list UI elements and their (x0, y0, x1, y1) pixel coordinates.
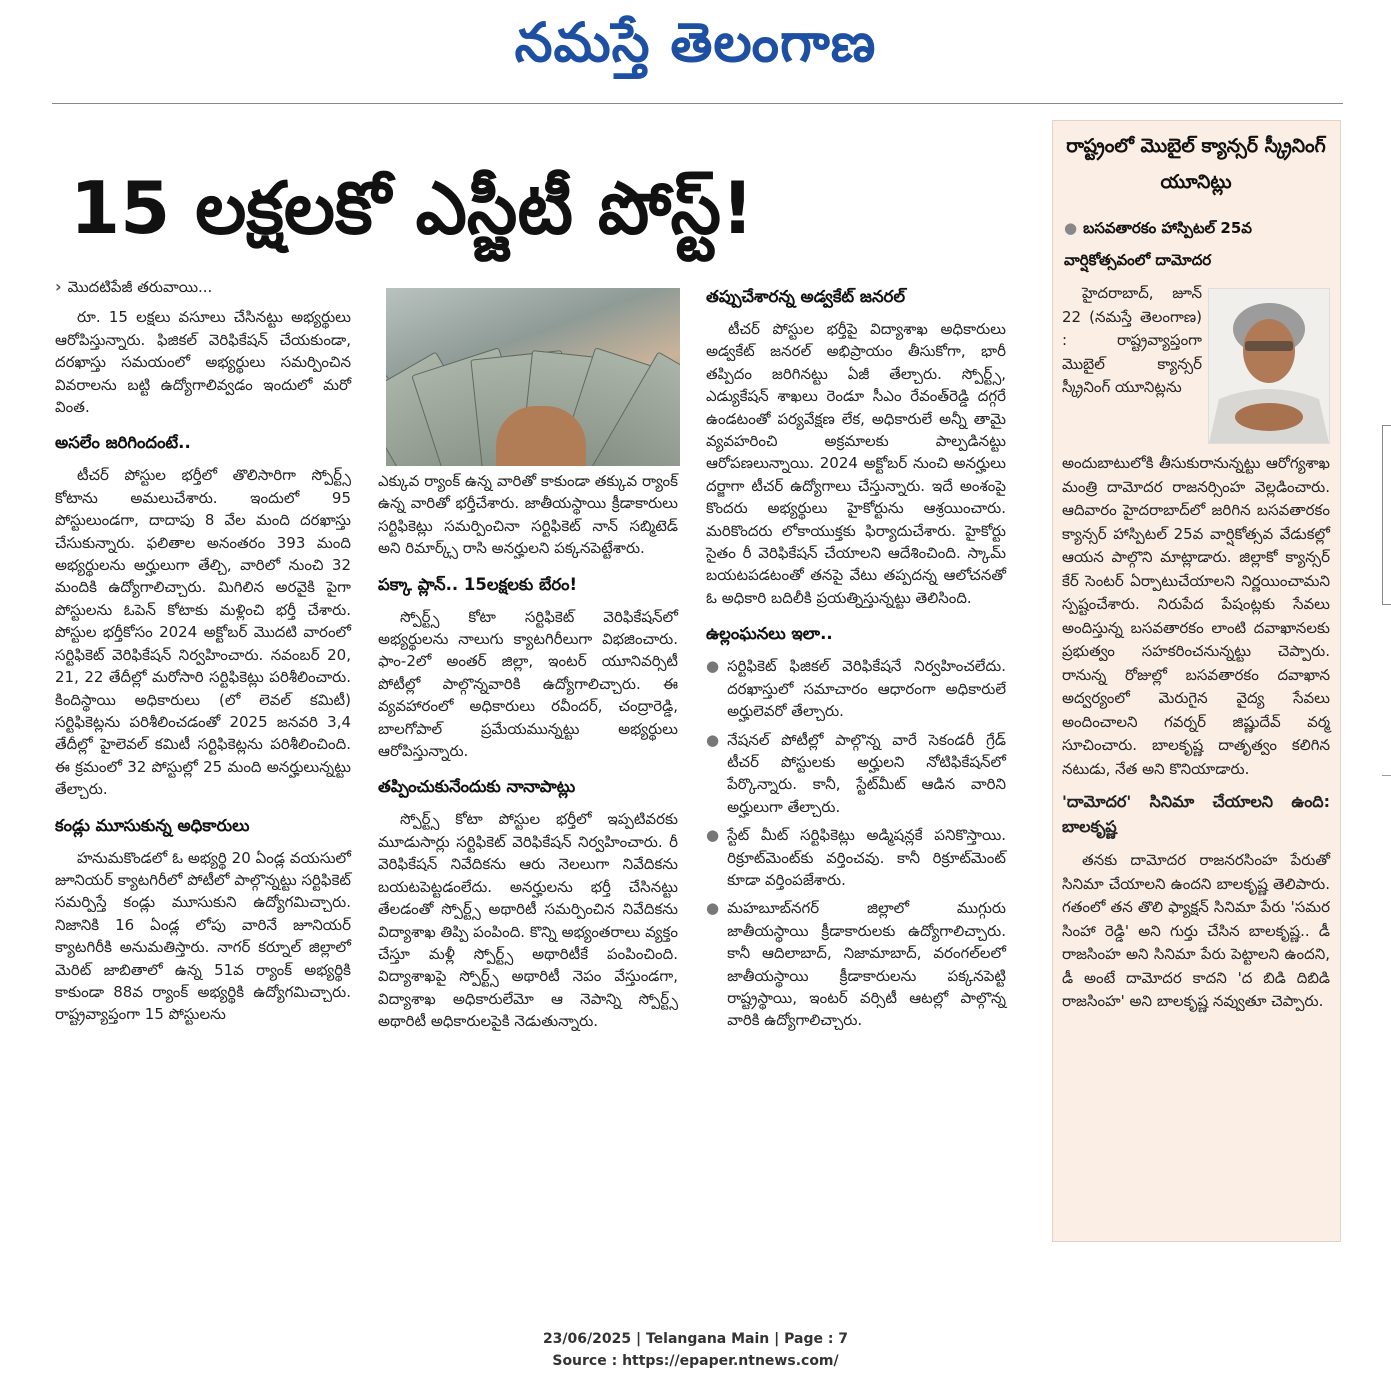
article-column-2 (378, 470, 678, 1041)
sidebar-subtitle: ● బసవతారకం హాస్పిటల్ 25వ వార్షికోత్సవంలో దామోదర (1064, 219, 1252, 269)
paragraph: అందుబాటులోకి తీసుకురానున్నట్టు ఆరోగ్యశాఖ మంత్రి దామోదర రాజనర్సింహ వెల్లడించారు. ఆదివారం హైదరాబాద్‌లో జరిగిన బసవతారకం క్యాన్సర్ హాస్పిటల్ 25వ వార్షికోత్సవ వేడుకల్లో ఆయన పాల్గొని మాట్లాడారు. జిల్లాకో క్యాన్సర్ కేర్ సెంటర్ ఏర్పాటుచేయాలని నిర్ణయించామని స్పష్టంచేశారు. నిరుపేద పేషంట్లకు సేవలు అందిస్తున్న బసవతారకం లాంటి దవాఖానలకు ప్రభుత్వం సహకరించనున్నట్టు చెప్పారు. రానున్న రోజుల్లో బసవతారకం దవాఖాన అద్వర్యంలో మెరుగైన వైద్య సేవలు అందించాలని గవర్నర్ జిష్ణుదేవ్ వర్మ సూచించారు. బాలకృష్ణ దాతృత్వం కలిగిన నటుడు, నేత అని కొనియాడారు. (1062, 454, 1330, 778)
paragraph: స్పోర్ట్స్ కోటా సర్టిఫికెట్ వెరిఫికేషన్‌లో అభ్యర్థులను నాలుగు క్యాటగిరీలుగా విభజించారు. ఫాం-2లో అంతర్ జిల్లా, ఇంటర్ యూనివర్సిటీ పోటీల్లో పాల్గొన్నవారికి ఉద్యోగాలిచ్చారు. ఈ వ్యవహారంలో అధికారులు రవీందర్, చంద్రారెడ్డి, బాలగోపాల్ ప్రమేయమున్నట్టు అభ్యర్థులు ఆరోపిస్తున్నారు. (378, 607, 678, 761)
subheading: అసలేం జరిగిందంటే.. (55, 433, 191, 453)
list-item: ● సర్టిఫికెట్ ఫిజికల్ వెరిఫికేషనే నిర్వహించలేదు. దరఖాస్తులో సమాచారం ఆధారంగా అధికారులే అర్హులెవరో తేల్చారు. (706, 655, 1006, 722)
paragraph: టీచర్ పోస్టుల భర్తీపై విద్యాశాఖ అధికారులు అడ్వకేట్ జనరల్ అభిప్రాయం తీసుకోగా, భారీ తప్పిదం జరిగినట్టు ఏజీ తేల్చారు. స్పోర్ట్స్, ఎడ్యుకేషన్ శాఖలు రెండూ సీఎం రేవంత్‌రెడ్డి దగ్గరే ఉండటంతో పర్యవేక్షణ లేక, అధికారులే అన్నీ తామై వ్యవహరించి అక్రమాలకు పాల్పడినట్టు ఆరోపణలున్నాయి. 2024 అక్టోబర్ నుంచి అనర్హులు దర్జాగా టీచర్ ఉద్యోగాలు చేస్తున్నారు. ఇదే అంశంపై కొందరు అభ్యర్థులు హైకోర్టును ఆశ్రయించారు. మరికొందరు లోకాయుక్తకు ఫిర్యాదుచేశారు. హైకోర్టు సైతం రీ వెరిఫికేషన్ చేయాలని ఆదేశించింది. స్కామ్ బయటపడటంతో తనపై వేటు తప్పదన్న ఆలోచనతో ఓ అధికారి బదిలీకి ప్రయత్నిస్తున్నట్టు తెలిసింది. (706, 320, 1006, 607)
adjacent-page-box (1382, 425, 1391, 605)
violations-list (706, 655, 1006, 1032)
list-item: ● నేషనల్ పోటీల్లో పాల్గొన్న వారే సెకండరీ గ్రేడ్ టీచర్ పోస్టులకు అర్హులని నోటిఫికేషన్‌లో పేర్కొన్నారు. కానీ, స్టేట్‌మీట్ ఆడిన వారిని అర్హులుగా తేల్చారు. (706, 729, 1006, 819)
article-column-3 (706, 286, 1006, 1038)
bullet-icon: ● (706, 899, 720, 918)
bullet-icon: ● (706, 730, 720, 749)
footer-source: Source : https://epaper.ntnews.com/ (552, 1353, 839, 1369)
adjacent-page-fragment (1378, 100, 1391, 400)
list-item: ● స్టేట్ మీట్ సర్టిఫికెట్లు అడ్మిషన్లకే పనికొస్తాయి. రిక్రూట్‌మెంట్‌కు వర్తించవు. కానీ రిక్రూట్‌మెంట్ కూడా వర్తింపజేశారు. (706, 824, 1006, 891)
paragraph: స్పోర్ట్స్ కోటా పోస్టుల భర్తీలో ఇప్పటివరకు మూడుసార్లు సర్టిఫికెట్ వెరిఫికేషన్ నిర్వహించారు. రీ వెరిఫికేషన్ నివేదికను ఆరు నెలలుగా నివేదికను బయటపెట్టడంలేదు. అనర్హులను భర్తీ చేసినట్టు తేలడంతో స్పోర్ట్స్ అథారిటీ సమర్పించిన నివేదికను విద్యాశాఖ తిప్పి పంపింది. కొన్ని అభ్యంతరాలు వ్యక్తం చేస్తూ మళ్లీ స్పోర్ట్స్ అథారిటీకే పంపించింది. విద్యాశాఖపై స్పోర్ట్స్ అథారిటీ నెపం వేస్తుండగా, విద్యాశాఖ అధికారులేమో ఆ నెపాన్ని స్పోర్ట్స్ అథారిటీ అధికారులపైకి నెడుతున్నారు. (378, 810, 678, 1031)
subheading: కండ్లు మూసుకున్న అధికారులు (55, 815, 250, 835)
continued-from-front (55, 276, 351, 298)
paragraph: టీచర్ పోస్టుల భర్తీలో తొలిసారిగా స్పోర్ట్స్ కోటాను అమలుచేశారు. ఇందులో 95 పోస్టులుండగా, దాదాపు 8 వేల మంది దరఖాస్తు చేసుకున్నారు. ఫలితాల అనంతరం 393 మంది అభ్యర్థులను అర్హులుగా తేల్చి, వారిలో నుంచి 32 మందికి ఉద్యోగాలిచ్చారు. మిగిలిన అరవైకి పైగా పోస్టులను ఓపెన్ కోటాకు మళ్లించి భర్తీ చేశారు. పోస్టుల భర్తీకోసం 2024 అక్టోబర్ మొదటి వారంలో సర్టిఫికెట్ వెరిఫికేషన్ నిర్వహించారు. నవంబర్ 20, 21, 22 తేదీల్లో మరోసారి సర్టిఫికెట్లు పరిశీలించారు. కిందిస్థాయి అధికారులు (లో లెవల్ కమిటీ) సర్టిఫికెట్లను పరిశీలించడంతో 2025 జనవరి 3,4 తేదీల్లో హైలెవల్ కమిటీ సర్టిఫికెట్లను పరిశీలించింది. ఈ క్రమంలో 32 పోస్టుల్లో 25 మంది అనర్హులున్నట్టు తేల్చారు. (55, 466, 351, 799)
list-item: ● మహబూబ్‌నగర్ జిల్లాలో ముగ్గురు జాతీయస్థాయి క్రీడాకారులకు ఉద్యోగాలిచ్చారు. కానీ ఆదిలాబాద్, నిజామాబాద్, వరంగల్‌లలో జాతీయస్థాయి క్రీడాకారులను పక్కనపెట్టి రాష్ట్రస్థాయి, ఇంటర్ వర్సిటీ ఆటల్లో పాల్గొన్న వారికి ఉద్యోగాలిచ్చారు. (706, 897, 1006, 1031)
currency-photo (386, 288, 680, 466)
footer-date-page: 23/06/2025 | Telangana Main | Page : 7 (542, 1331, 849, 1347)
subheading: తప్పించుకునేందుకు నానాపాట్లు (378, 777, 576, 797)
paragraph: తనకు దామోదర రాజనరసింహ పేరుతో సినిమా చేయాలని ఉందని బాలకృష్ణ తెలిపారు. గతంలో తన తొలి ఫ్యాక్షన్ సినిమా పేరు 'సమర సింహా రెడ్డి' అని గుర్తు చేసిన బాలకృష్ణ.. డీ రాజసింహ అని సినిమా పేరు పెట్టాలని ఉందని, డీ అంటే దామోదర కాదని 'ద బిడి దిబిడి రాజసింహ' అని బాలకృష్ణ నవ్వుతూ చెప్పారు. (1062, 851, 1330, 1010)
subheading: 'దామోదర' సినిమా చేయాలని ఉంది: బాలకృష్ణ (1062, 792, 1330, 836)
bullet-icon: ● (706, 657, 720, 676)
sidebar-title: రాష్ట్రంలో మొబైల్ క్యాన్సర్ స్క్రీనింగ్ యూనిట్లు (1066, 135, 1326, 193)
continued-label: మొదటిపేజీ తరువాయి... (67, 278, 213, 296)
bullet-icon: ● (706, 826, 720, 845)
paragraph: హనుమకొండలో ఓ అభ్యర్థి 20 ఏండ్ల వయసులో జూనియర్ క్యాటగిరీలో పోటీలో పాల్గొన్నట్టు సర్టిఫికెట్ సమర్పిస్తే కండ్లు మూసుకుని ఉద్యోగమిచ్చారు. నిజానికి 16 ఏండ్ల లోపు వారినే జూనియర్ క్యాటగిరీకి అనుమతిస్తారు. నాగర్ కర్నూల్ జిల్లాలో మెరిట్ జాబితాలో ఉన్న 51వ ర్యాంక్ అభ్యర్థికి కాకుండా 88వ ర్యాంక్ అభ్యర్థికి ఉద్యోగమిచ్చారు. రాష్ట్రవ్యాప్తంగా 15 పోస్టులను (55, 848, 351, 1024)
paragraph: రూ. 15 లక్షలు వసూలు చేసినట్టు అభ్యర్థులు ఆరోపిస్తున్నారు. ఫిజికల్ వెరిఫికేషన్ చేయకుండా, దరఖాస్తు సమయంలో అభ్యర్థులు సమర్పించిన వివరాలను బట్టి ఉద్యోగాలివ్వడం ఇందులో మరో వింత. (55, 308, 351, 417)
sidebar-article (1062, 282, 1330, 1020)
page-footer (0, 1328, 1391, 1372)
bullet-icon: ● (1064, 219, 1078, 237)
chevron-right-icon: › (55, 277, 62, 296)
masthead-logo: నమస్తే తెలంగాణ (514, 11, 877, 74)
main-headline: 15 లక్షలకో ఎస్జీటీ పోస్ట్! (70, 166, 754, 250)
dateline: హైదరాబాద్, జూన్ 22 (నమస్తే తెలంగాణ) : రాష్ట్రవ్యాప్తంగా మొబైల్ క్యాన్సర్ స్క్రీనింగ్ యూనిట్లను (1062, 284, 1202, 396)
paragraph: ఎక్కువ ర్యాంక్ ఉన్న వారితో కాకుండా తక్కువ ర్యాంక్ ఉన్న వారితో భర్తీచేశారు. జాతీయస్థాయి క్రీడాకారులు సర్టిఫికెట్లు సమర్పించినా సర్టిఫికెట్ నాన్ సబ్మిటెడ్ అని రిమార్క్స్ రాసి అనర్హులని పక్కనపెట్టేశారు. (378, 472, 678, 558)
subheading: పక్కా ప్లాన్.. 15లక్షలకు బేరం! (378, 574, 578, 594)
subheading: తప్పుచేశారన్న అడ్వకేట్ జనరల్ (706, 287, 906, 306)
article-column-1 (55, 276, 351, 1034)
adjacent-page-rule (1382, 775, 1391, 776)
subheading: ఉల్లంఘనలు ఇలా.. (706, 624, 833, 644)
masthead-rule (52, 103, 1343, 104)
